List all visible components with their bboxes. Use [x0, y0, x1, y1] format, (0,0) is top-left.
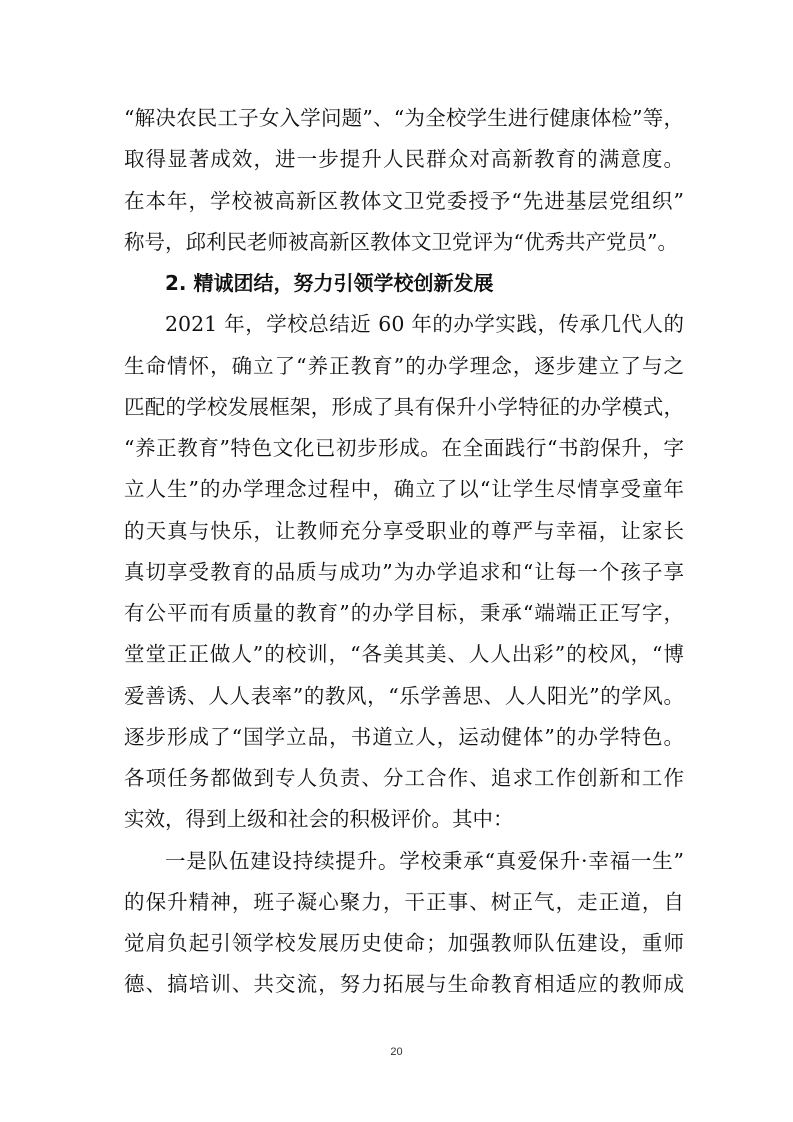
- text-line: “养正教育”特色文化已初步形成。在全面践行“书韵保升，字: [124, 436, 684, 460]
- text-line: 的天真与快乐，让教师充分享受职业的尊严与幸福，让家长: [124, 518, 684, 543]
- text-line: 堂堂正正做人”的校训，“各美其美、人人出彩”的校风，“博: [124, 642, 684, 667]
- text-line: 爱善诱、人人表率”的教风，“乐学善思、人人阳光”的学风。: [124, 683, 684, 708]
- text-line: 2021 年，学校总结近 60 年的办学实践，传承几代人的: [165, 312, 684, 337]
- text-line: 真切享受教育的品质与成功”为办学追求和“让每一个孩子享: [124, 559, 684, 584]
- text-line: 生命情怀，确立了“养正教育”的办学理念，逐步建立了与之: [124, 353, 684, 378]
- text-line: 的保升精神，班子凝心聚力，干正事、树正气，走正道，自: [124, 889, 684, 914]
- text-line: 实效，得到上级和社会的积极评价。其中：: [124, 807, 514, 832]
- text-line: 称号，邱利民老师被高新区教体文卫党评为“优秀共产党员”。: [124, 229, 678, 254]
- text-line: 在本年，学校被高新区教体文卫党委授予“先进基层党组织”: [124, 188, 684, 213]
- text-line: 逐步形成了“国学立品，书道立人，运动健体”的办学特色。: [124, 724, 684, 749]
- text-line: 有公平而有质量的教育”的办学目标，秉承“端端正正写字，: [124, 601, 684, 625]
- section-heading: 2. 精诚团结，努力引领学校创新发展: [165, 271, 494, 295]
- text-line: “解决农民工子女入学问题”、“为全校学生进行健康体检”等，: [124, 106, 684, 130]
- page-number: 20: [390, 1046, 403, 1058]
- text-line: 匹配的学校发展框架，形成了具有保升小学特征的办学模式，: [124, 394, 684, 419]
- text-line: 立人生”的办学理念过程中，确立了以“让学生尽情享受童年: [124, 477, 684, 502]
- body-text: [124, 98, 684, 1006]
- text-line: 取得显著成效，进一步提升人民群众对高新教育的满意度。: [124, 147, 684, 172]
- text-line: 觉肩负起引领学校发展历史使命；加强教师队伍建设，重师: [124, 931, 684, 955]
- text-line: 各项任务都做到专人负责、分工合作、追求工作创新和工作: [124, 766, 684, 790]
- text-line: 一是队伍建设持续提升。学校秉承“真爱保升·幸福一生”: [165, 848, 684, 873]
- text-line: 德、搞培训、共交流，努力拓展与生命教育相适应的教师成: [124, 972, 684, 997]
